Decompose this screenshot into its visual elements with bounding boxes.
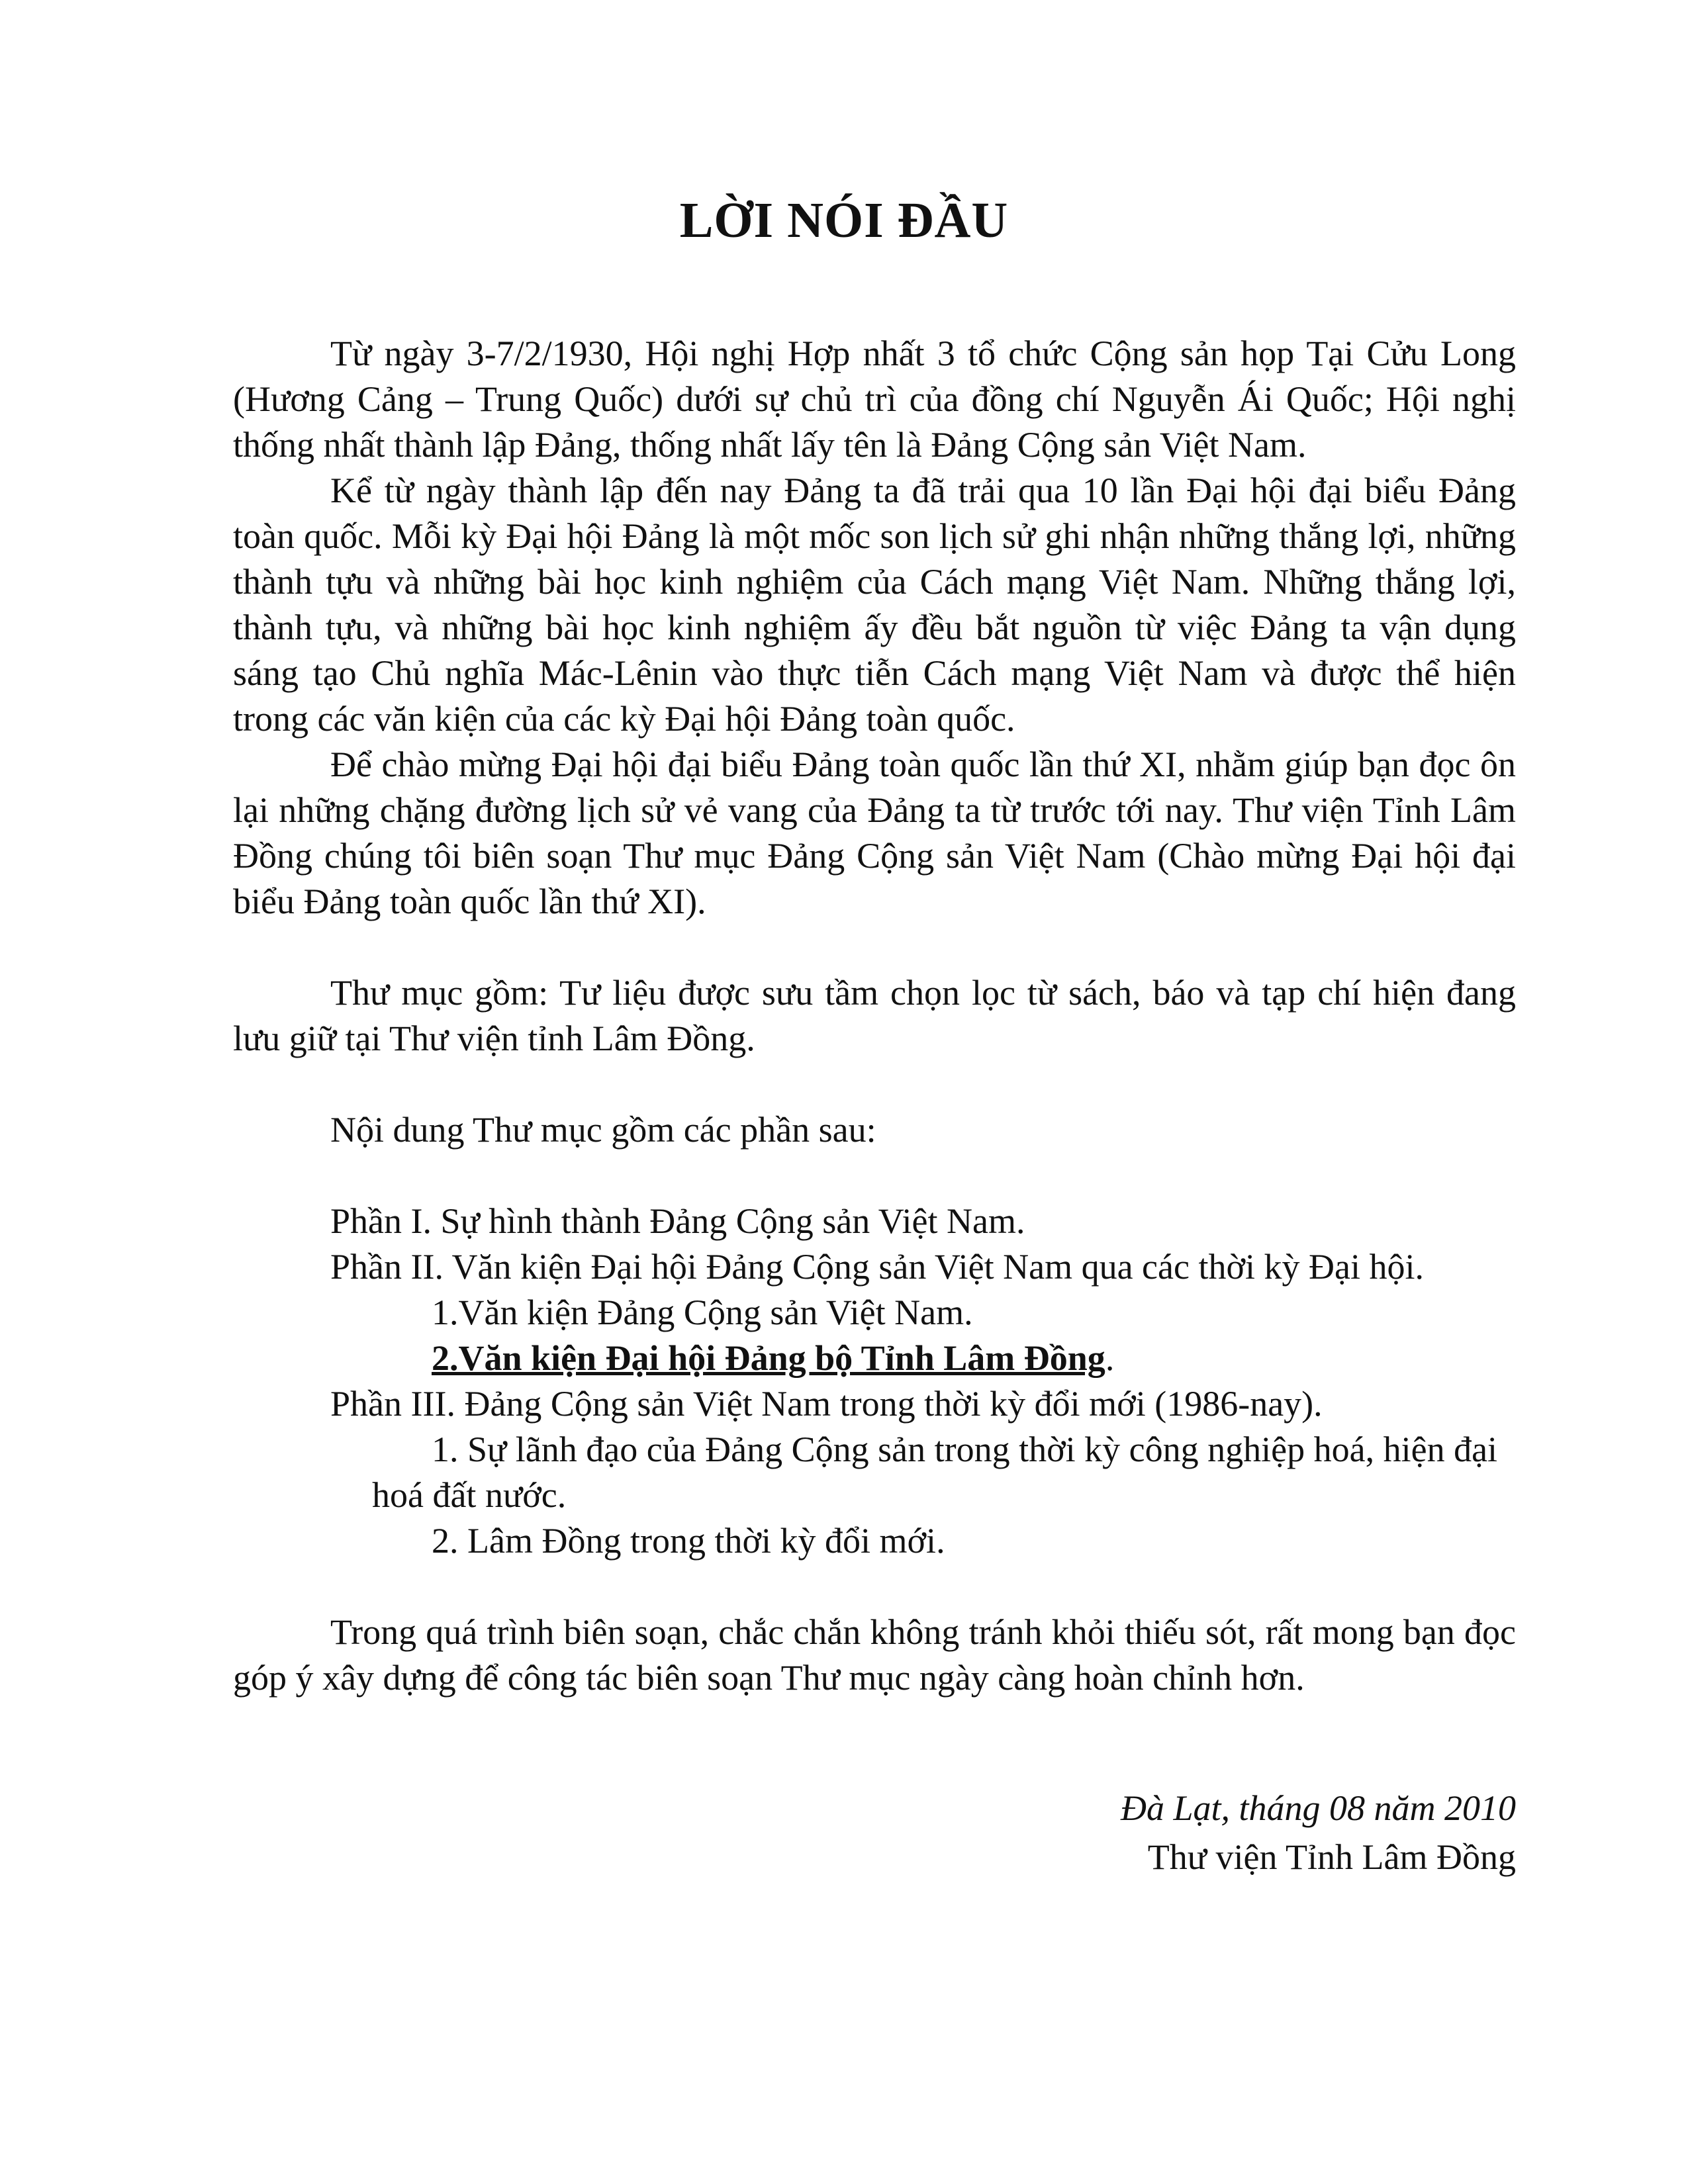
outline-part-2-item-2-period: . [1105, 1338, 1115, 1378]
outline-part-3-item-1: 1. Sự lãnh đạo của Đảng Cộng sản trong thời kỳ công nghiệp hoá, hiện đại hoá đất nước. [372, 1430, 1498, 1515]
outline-part-3-item-2: 2. Lâm Đồng trong thời kỳ đổi mới. [432, 1521, 945, 1561]
purpose-paragraph: Để chào mừng Đại hội đại biểu Đảng toàn quốc lần thứ XI, nhằm giúp bạn đọc ôn lại những chặng đường lịch sử vẻ vang của Đảng ta từ trước tới nay. Thư viện Tỉnh Lâm Đồng chúng tôi biên soạn Thư mục Đảng Cộng sản Việt Nam (Chào mừng Đại hội đại biểu Đảng toàn quốc lần thứ XI). [233, 745, 1516, 921]
signature-organization: Thư viện Tỉnh Lâm Đồng [1147, 1837, 1516, 1877]
outline-part-2-item-2 [233, 1336, 1516, 1381]
spacer [233, 1062, 1516, 1107]
outline-part-2-item-2-label: 2.Văn kiện Đại hội Đảng bộ Tỉnh Lâm Đồng [432, 1338, 1105, 1378]
outline-part-2: Phần II. Văn kiện Đại hội Đảng Cộng sản Việt Nam qua các thời kỳ Đại hội. [330, 1247, 1424, 1287]
spacer [233, 1153, 1516, 1199]
outline-part-3: Phần III. Đảng Cộng sản Việt Nam trong thời kỳ đổi mới (1986-nay). [330, 1384, 1323, 1424]
page-title: LỜI NÓI ĐẦU [679, 193, 1009, 248]
contents-intro: Nội dung Thư mục gồm các phần sau: [330, 1110, 876, 1150]
document-body [233, 331, 1516, 1701]
signature-block [1121, 1784, 1516, 1882]
spacer [233, 925, 1516, 970]
signature-place-date: Đà Lạt, tháng 08 năm 2010 [1120, 1788, 1516, 1828]
outline-part-2-item-1: 1.Văn kiện Đảng Cộng sản Việt Nam. [432, 1293, 973, 1332]
history-paragraph: Kể từ ngày thành lập đến nay Đảng ta đã trải qua 10 lần Đại hội đại biểu Đảng toàn quốc. Mỗi kỳ Đại hội Đảng là một mốc son lịch sử ghi nhận những thắng lợi, những thành tựu và những bài học kinh nghiệm của Cách mạng Việt Nam. Những thắng lợi, thành tựu, và những bài học kinh nghiệm ấy đều bắt nguồn từ việc Đảng ta vận dụng sáng tạo Chủ nghĩa Mác-Lênin vào thực tiễn Cách mạng Việt Nam và được thể hiện trong các văn kiện của các kỳ Đại hội Đảng toàn quốc. [233, 471, 1516, 739]
closing-paragraph: Trong quá trình biên soạn, chắc chắn không tránh khỏi thiếu sót, rất mong bạn đọc góp ý xây dựng để công tác biên soạn Thư mục ngày càng hoàn chỉnh hơn. [233, 1612, 1516, 1698]
intro-paragraph: Từ ngày 3-7/2/1930, Hội nghị Hợp nhất 3 tổ chức Cộng sản họp Tại Cửu Long (Hương Cảng – Trung Quốc) dưới sự chủ trì của đồng chí Nguyễn Ái Quốc; Hội nghị thống nhất thành lập Đảng, thống nhất lấy tên là Đảng Cộng sản Việt Nam. [233, 334, 1516, 465]
sources-paragraph: Thư mục gồm: Tư liệu được sưu tầm chọn lọc từ sách, báo và tạp chí hiện đang lưu giữ tại Thư viện tỉnh Lâm Đồng. [233, 973, 1516, 1058]
outline-part-1: Phần I. Sự hình thành Đảng Cộng sản Việt Nam. [330, 1201, 1025, 1241]
spacer [233, 1564, 1516, 1610]
